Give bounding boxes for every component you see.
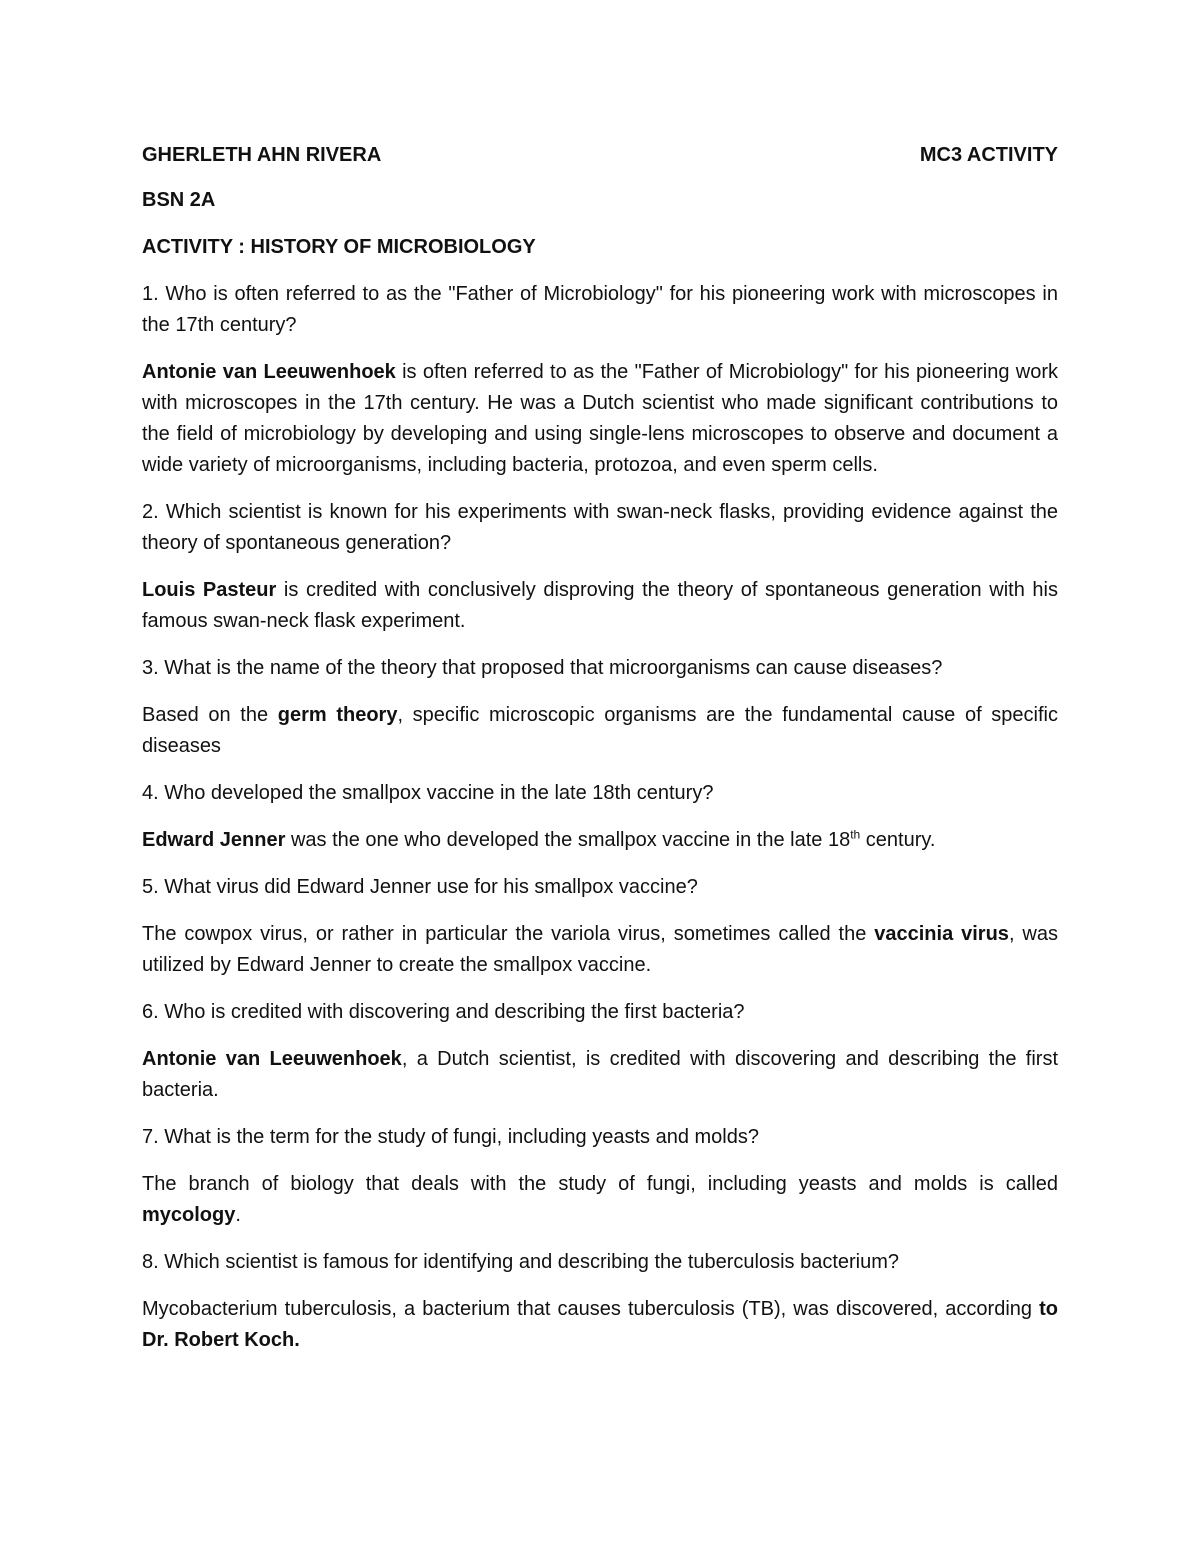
answer-2-key-term: Louis Pasteur [142,579,277,601]
question-3: 3. What is the name of the theory that proposed that microorganisms can cause diseases? [142,657,943,679]
answer-3-key-term: germ theory [277,704,398,726]
answer-5-text: , was utilized by Edward Jenner to create the smallpox vaccine. [142,923,1058,976]
answer-3-text: , specific microscopic organisms are the fundamental cause of specific diseases [142,704,1058,757]
answer-4-superscript: th [850,827,861,842]
answer-7-pre: The branch of biology that deals with the study of fungi, including yeasts and molds is called [142,1173,1058,1195]
answer-1 [142,357,1058,481]
answer-2 [142,575,1058,637]
answer-3 [142,700,1058,762]
answer-1-text: is often referred to as the "Father of Microbiology" for his pioneering work with microscopes in the 17th century. He was a Dutch scientist who made significant contributions to the field of microbiology by developing and using single-lens microscopes to observe and document a wide variety of microorganisms, including bacteria, protozoa, and even sperm cells. [142,361,1058,476]
activity-code: MC3 ACTIVITY [919,144,1058,166]
question-2: 2. Which scientist is known for his experiments with swan-neck flasks, providing evidence against the theory of spontaneous generation? [142,501,1058,554]
answer-8-key-term: to Dr. Robert Koch. [142,1298,1058,1351]
answer-5-pre: The cowpox virus, or rather in particular the variola virus, sometimes called the [142,923,875,945]
answer-6 [142,1044,1058,1106]
answer-7-text: . [235,1204,241,1226]
answer-3-pre: Based on the [142,704,278,726]
activity-title: ACTIVITY : HISTORY OF MICROBIOLOGY [142,236,536,258]
question-7: 7. What is the term for the study of fungi, including yeasts and molds? [142,1126,759,1148]
header-row [142,140,1058,171]
answer-6-key-term: Antonie van Leeuwenhoek [142,1048,402,1070]
answer-5 [142,919,1058,981]
answer-4-key-term: Edward Jenner [142,829,286,851]
answer-4-tail: century. [860,829,936,851]
section-label: BSN 2A [142,189,216,211]
answer-7-key-term: mycology [142,1204,236,1226]
question-1: 1. Who is often referred to as the "Father of Microbiology" for his pioneering work with microscopes in the 17th century? [142,283,1058,336]
answer-2-text: is credited with conclusively disproving the theory of spontaneous generation with his famous swan-neck flask experiment. [142,579,1058,632]
student-name: GHERLETH AHN RIVERA [142,144,382,166]
question-5: 5. What virus did Edward Jenner use for his smallpox vaccine? [142,876,698,898]
document-body [142,140,1058,1372]
question-4: 4. Who developed the smallpox vaccine in the late 18th century? [142,782,714,804]
answer-1-key-term: Antonie van Leeuwenhoek [142,361,396,383]
answer-8 [142,1294,1058,1356]
question-6: 6. Who is credited with discovering and describing the first bacteria? [142,1001,745,1023]
answer-6-text: , a Dutch scientist, is credited with discovering and describing the first bacteria. [142,1048,1059,1101]
answer-7 [142,1169,1058,1231]
answer-4-text: was the one who developed the smallpox vaccine in the late 18 [285,829,851,851]
answer-4 [142,825,1058,856]
question-8: 8. Which scientist is famous for identifying and describing the tuberculosis bacterium? [142,1251,900,1273]
answer-8-pre: Mycobacterium tuberculosis, a bacterium that causes tuberculosis (TB), was discovered, according [142,1298,1040,1320]
answer-5-key-term: vaccinia virus [874,923,1009,945]
